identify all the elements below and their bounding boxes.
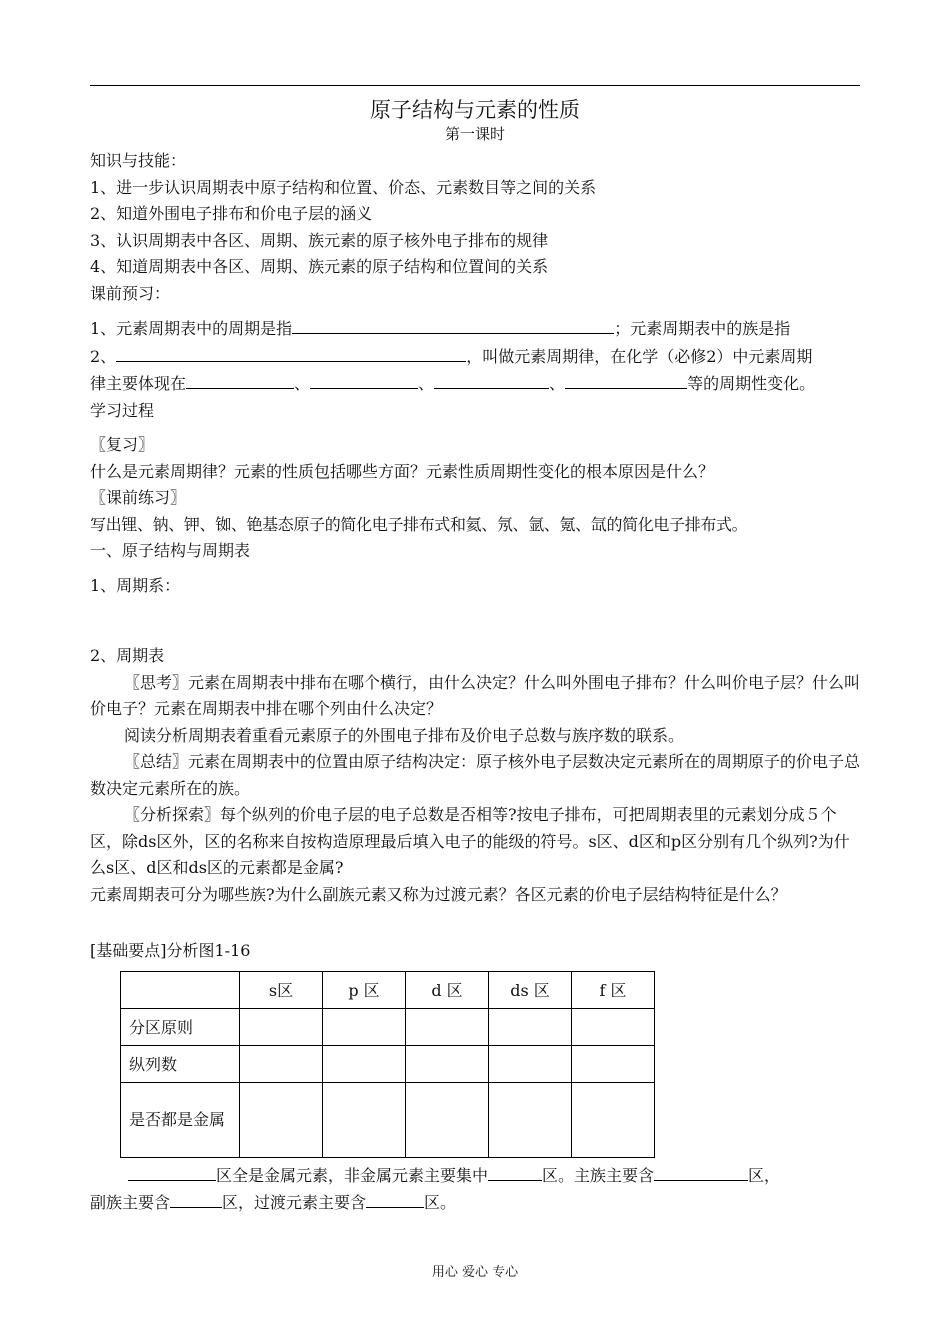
table-header: f 区 <box>572 971 655 1008</box>
answer-blank[interactable] <box>366 1189 424 1208</box>
objectives-heading: 知识与技能： <box>90 151 187 170</box>
row-label: 分区原则 <box>121 1008 240 1045</box>
preview-question-2: 2、 ，叫做元素周期律，在化学（必修2）中元素周期 <box>90 343 860 371</box>
process-heading: 学习过程 <box>90 400 155 420</box>
table-row <box>121 1008 655 1045</box>
read-paragraph: 阅读分析周期表着重看元素原子的外围电子排布及价电子总数与族序数的联系。 <box>124 725 685 745</box>
answer-cell[interactable] <box>406 1082 489 1157</box>
row-label: 是否都是金属 <box>121 1082 240 1157</box>
section-heading: 一、原子结构与周期表 <box>90 541 251 560</box>
block-table <box>120 971 655 1158</box>
preview-question-2-cont: 律主要体现在 、 、 、 等的周期性变化。 <box>90 370 860 398</box>
worksheet-page <box>90 92 860 1217</box>
answer-cell[interactable] <box>572 1082 655 1157</box>
objective-item: 1、进一步认识周期表中原子结构和位置、价态、元素数目等之间的关系 <box>90 177 597 197</box>
table-header: d 区 <box>406 971 489 1008</box>
preview-question-1: 1、元素周期表中的周期是指 ；元素周期表中的族是指 <box>90 315 860 343</box>
answer-cell[interactable] <box>406 1045 489 1082</box>
answer-cell[interactable] <box>572 1008 655 1045</box>
answer-blank[interactable] <box>170 1189 222 1208</box>
table-row <box>121 1045 655 1082</box>
review-label: 〖复习〗 <box>90 435 155 454</box>
table-header: ds 区 <box>489 971 572 1008</box>
table-header-row <box>121 971 655 1008</box>
answer-blank[interactable] <box>565 370 687 389</box>
practice-text: 写出锂、钠、钾、铷、铯基态原子的简化电子排布式和氦、氖、氩、氪、氙的简化电子排布式。 <box>90 514 748 534</box>
objective-item: 4、知道周期表中各区、周期、族元素的原子结构和位置间的关系 <box>90 257 549 276</box>
answer-cell[interactable] <box>489 1008 572 1045</box>
summary-paragraph: 〖总结〗元素在周期表中的位置由原子结构决定：原子核外电子层数决定元素所在的周期原子的价电子总数决定元素所在的族。 <box>90 752 861 798</box>
row-label: 纵列数 <box>121 1045 240 1082</box>
question-paragraph: 元素周期表可分为哪些族?为什么副族元素又称为过渡元素？各区元素的价电子层结构特征是什么？ <box>90 884 787 904</box>
fill-sentence-2: 副族主要含 区，过渡元素主要含 区。 <box>90 1189 860 1217</box>
answer-cell[interactable] <box>240 1082 323 1157</box>
subsection-periodic-table: 2、周期表 <box>90 646 165 665</box>
answer-blank[interactable] <box>116 343 466 362</box>
objective-item: 3、认识周期表中各区、周期、族元素的原子核外电子排布的规律 <box>90 230 549 250</box>
answer-cell[interactable] <box>240 1008 323 1045</box>
table-header: s区 <box>240 971 323 1008</box>
think-paragraph: 〖思考〗元素在周期表中排布在哪个横行，由什么决定？什么叫外围电子排布？什么叫价电子层？什么叫价电子？元素在周期表中排在哪个列由什么决定？ <box>90 672 861 718</box>
answer-blank[interactable] <box>128 1162 216 1181</box>
basics-label: [基础要点]分析图1-16 <box>90 941 251 960</box>
answer-cell[interactable] <box>406 1008 489 1045</box>
answer-cell[interactable] <box>489 1045 572 1082</box>
answer-blank[interactable] <box>310 370 418 389</box>
explore-paragraph: 〖分析探索〗每个纵列的价电子层的电子总数是否相等?按电子排布，可把周期表里的元素划分成５个区，除ds区外，区的名称来自按构造原理最后填入电子的能级的符号。s区、d区和p区分别有几个纵列?为什么s区、d区和ds区的元素都是金属? <box>90 805 850 877</box>
answer-blank[interactable] <box>488 1162 542 1181</box>
header-rule <box>90 85 860 86</box>
practice-label: 〖课前练习〗 <box>90 488 187 507</box>
table-header: p 区 <box>323 971 406 1008</box>
answer-blank[interactable] <box>654 1162 748 1181</box>
answer-cell[interactable] <box>323 1008 406 1045</box>
fill-sentence-1: 区全是金属元素，非金属元素主要集中 区。主族主要含 区， <box>90 1162 860 1190</box>
answer-blank[interactable] <box>434 370 549 389</box>
answer-cell[interactable] <box>323 1082 406 1157</box>
subsection-period-system: 1、周期系： <box>90 575 181 595</box>
answer-cell[interactable] <box>489 1082 572 1157</box>
answer-cell[interactable] <box>240 1045 323 1082</box>
objective-item: 2、知道外围电子排布和价电子层的涵义 <box>90 204 373 223</box>
answer-cell[interactable] <box>323 1045 406 1082</box>
preview-heading: 课前预习： <box>90 283 171 303</box>
page-footer: 用心 爱心 专心 <box>431 1265 519 1280</box>
table-corner-cell <box>121 971 240 1008</box>
table-row <box>121 1082 655 1157</box>
page-subtitle: 第一课时 <box>444 125 505 143</box>
answer-blank[interactable] <box>292 315 614 334</box>
page-title: 原子结构与元素的性质 <box>370 98 580 122</box>
review-text: 什么是元素周期律？元素的性质包括哪些方面？元素性质周期性变化的根本原因是什么？ <box>90 461 715 481</box>
answer-cell[interactable] <box>572 1045 655 1082</box>
answer-blank[interactable] <box>186 370 294 389</box>
